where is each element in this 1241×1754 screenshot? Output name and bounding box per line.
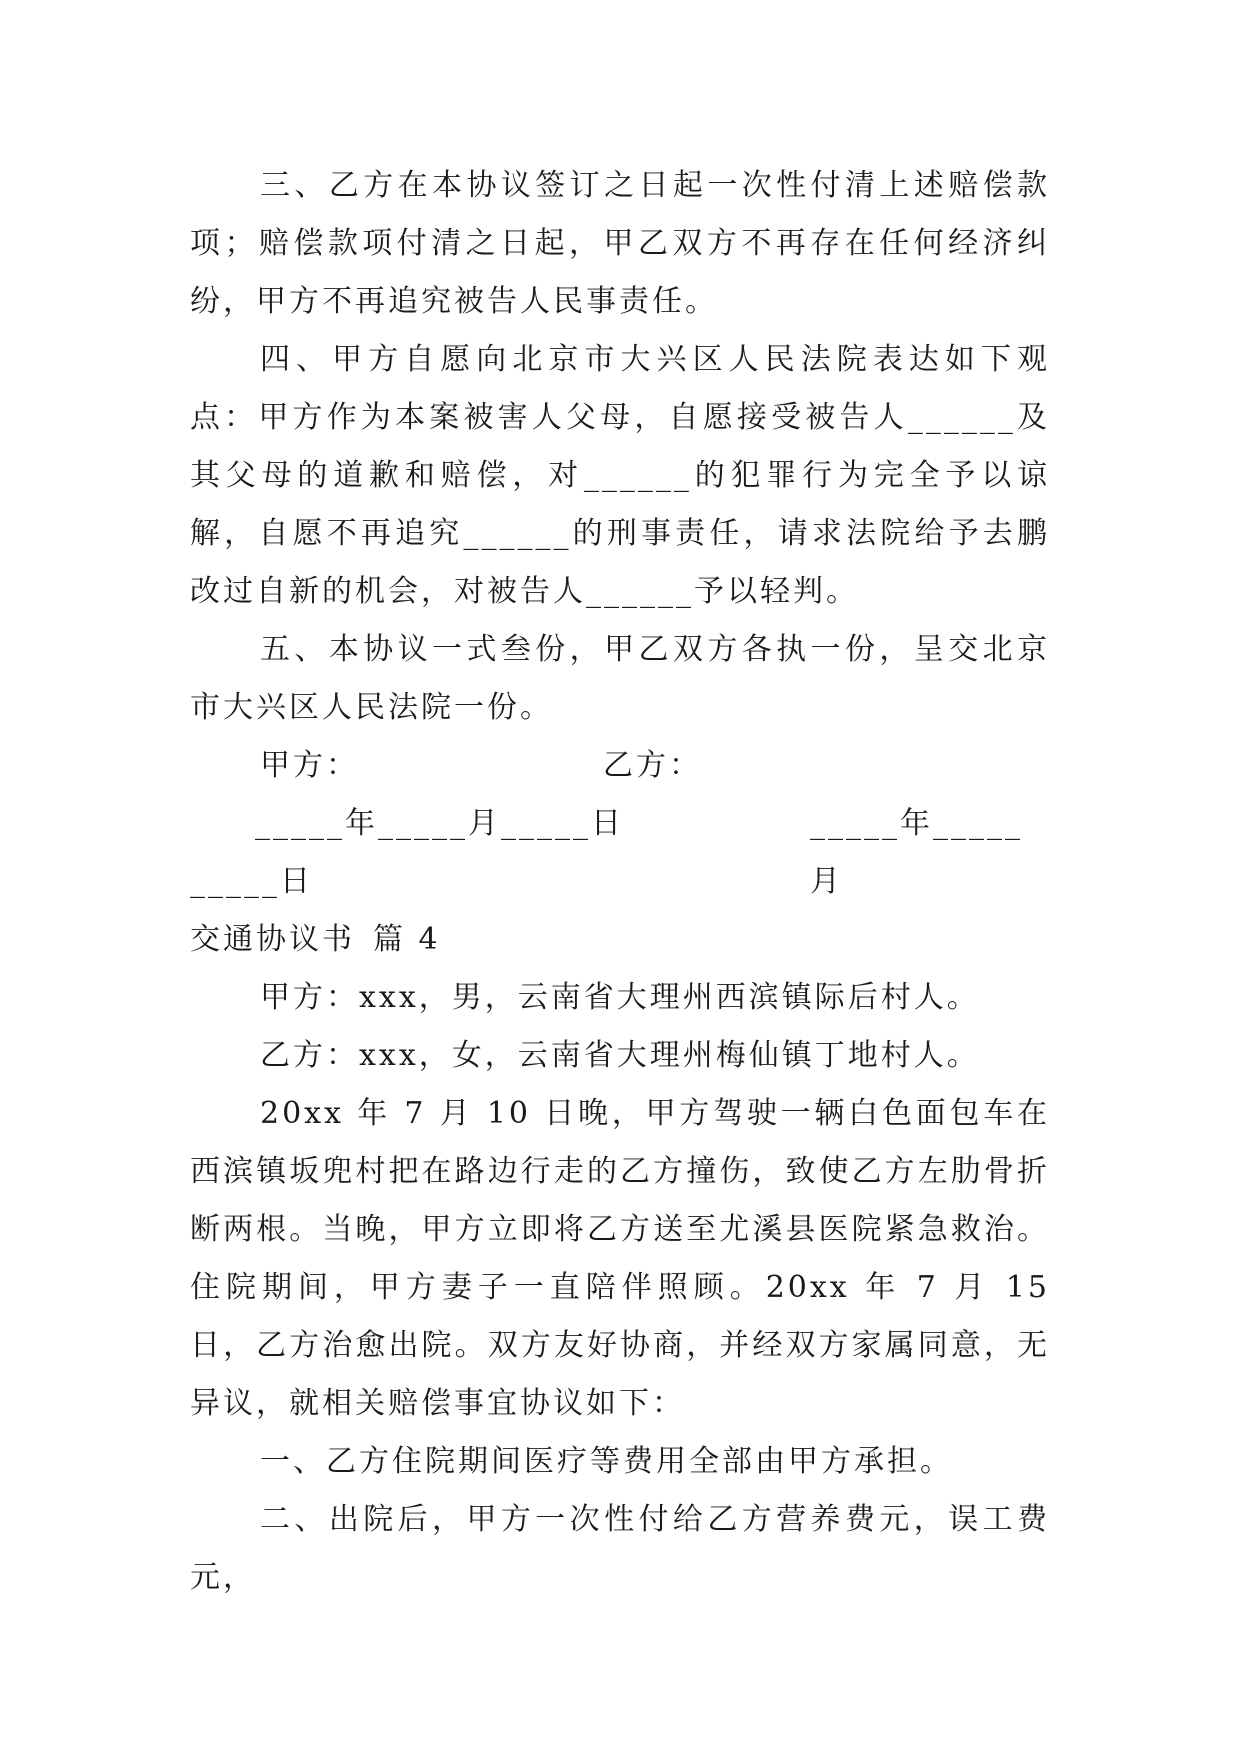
- party-b-date-tail: _____日: [190, 864, 313, 899]
- section-heading: [190, 911, 1050, 969]
- signature-row: [190, 737, 1050, 795]
- party-b-date-line: _____年_____月: [810, 806, 1023, 899]
- clause-four-paragraph: 四、甲方自愿向北京市大兴区人民法院表达如下观点：甲方作为本案被害人父母，自愿接受被告人______及其父母的道歉和赔偿，对______的犯罪行为完全予以谅解，自愿不再追究______的刑事责任，请求法院给予去鹏改过自新的机会，对被告人______予以轻判。: [190, 342, 1050, 609]
- date-row: [190, 795, 1050, 899]
- party-a-date-line: _____年_____月_____日: [255, 806, 624, 841]
- section-title: 交通协议书: [190, 922, 355, 957]
- clause-one-paragraph: 一、乙方住院期间医疗等费用全部由甲方承担。: [260, 1444, 953, 1479]
- party-b-info: 乙方：xxx，女，云南省大理州梅仙镇丁地村人。: [260, 1038, 980, 1073]
- clause-two-paragraph: 二、出院后，甲方一次性付给乙方营养费元，误工费元，: [190, 1502, 1050, 1595]
- document-page: [190, 157, 1050, 1607]
- party-a-signature-label: 甲方：: [260, 748, 359, 783]
- party-a-info: 甲方：xxx，男，云南省大理州西滨镇际后村人。: [260, 980, 980, 1015]
- clause-five-paragraph: 五、本协议一式叁份，甲乙双方各执一份，呈交北京市大兴区人民法院一份。: [190, 632, 1050, 725]
- clause-three-paragraph: 三、乙方在本协议签订之日起一次性付清上述赔偿款项；赔偿款项付清之日起，甲乙双方不再存在任何经济纠纷，甲方不再追究被告人民事责任。: [190, 168, 1050, 319]
- party-b-signature-label: 乙方：: [603, 748, 702, 783]
- section-part-label: 篇 4: [373, 922, 441, 957]
- incident-description-paragraph: 20xx 年 7 月 10 日晚，甲方驾驶一辆白色面包车在西滨镇坂兜村把在路边行走的乙方撞伤，致使乙方左肋骨折断两根。当晚，甲方立即将乙方送至尤溪县医院紧急救治。住院期间，甲方妻子一直陪伴照顾。20xx 年 7 月 15 日，乙方治愈出院。双方友好协商，并经双方家属同意，无异议，就相关赔偿事宜协议如下：: [190, 1096, 1050, 1421]
